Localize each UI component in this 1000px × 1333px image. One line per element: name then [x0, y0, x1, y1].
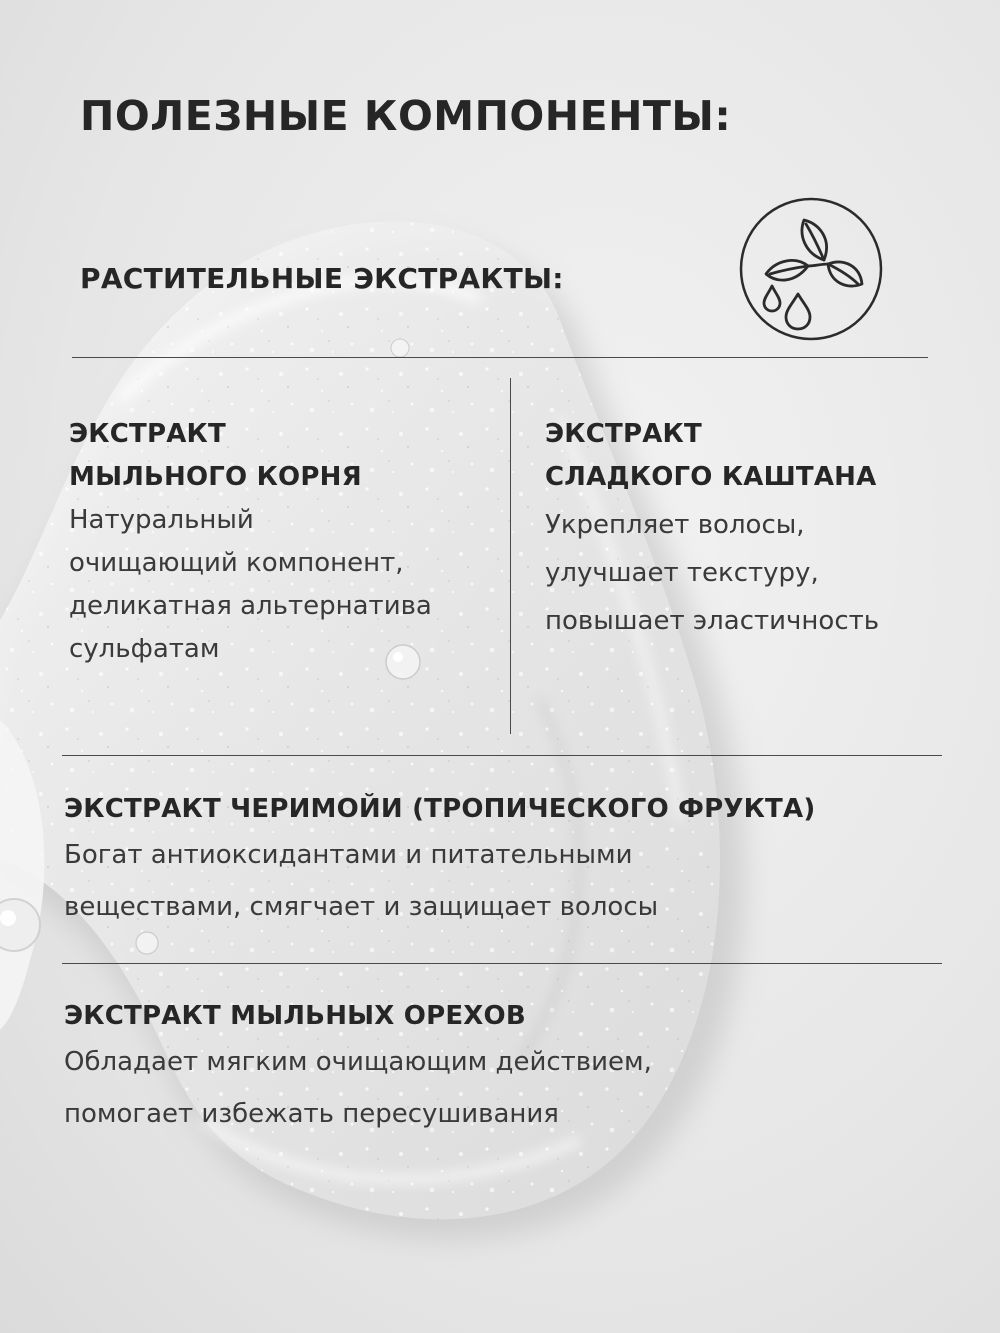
divider-vertical	[510, 378, 511, 734]
section-title: РАСТИТЕЛЬНЫЕ ЭКСТРАКТЫ:	[80, 262, 564, 295]
ingredient-name: ЭКСТРАКТ СЛАДКОГО КАШТАНА	[545, 419, 877, 492]
divider-middle	[62, 755, 942, 756]
page-title: ПОЛЕЗНЫЕ КОМПОНЕНТЫ:	[80, 92, 732, 140]
ingredient-cherimoya	[64, 789, 964, 933]
ingredient-description: Обладает мягким очищающим действием, помогает избежать пересушивания	[64, 1047, 652, 1129]
divider-top	[72, 357, 928, 358]
ingredient-soapwort-root	[69, 413, 509, 671]
ingredient-sweet-chestnut	[545, 413, 985, 645]
ingredient-name: ЭКСТРАКТ МЫЛЬНЫХ ОРЕХОВ	[64, 1001, 526, 1031]
ingredient-name: ЭКСТРАКТ ЧЕРИМОЙИ (ТРОПИЧЕСКОГО ФРУКТА)	[64, 794, 816, 824]
ingredient-name: ЭКСТРАКТ МЫЛЬНОГО КОРНЯ	[69, 419, 362, 492]
leaf-drops-icon	[738, 196, 884, 342]
ingredient-description: Укрепляет волосы, улучшает текстуру, повышает эластичность	[545, 510, 880, 636]
ingredient-soapnut	[64, 996, 964, 1140]
ingredient-description: Натуральный очищающий компонент, деликатная альтернатива сульфатам	[69, 505, 432, 664]
ingredient-description: Богат антиоксидантами и питательными веществами, смягчает и защищает волосы	[64, 840, 659, 922]
divider-bottom	[62, 963, 942, 964]
